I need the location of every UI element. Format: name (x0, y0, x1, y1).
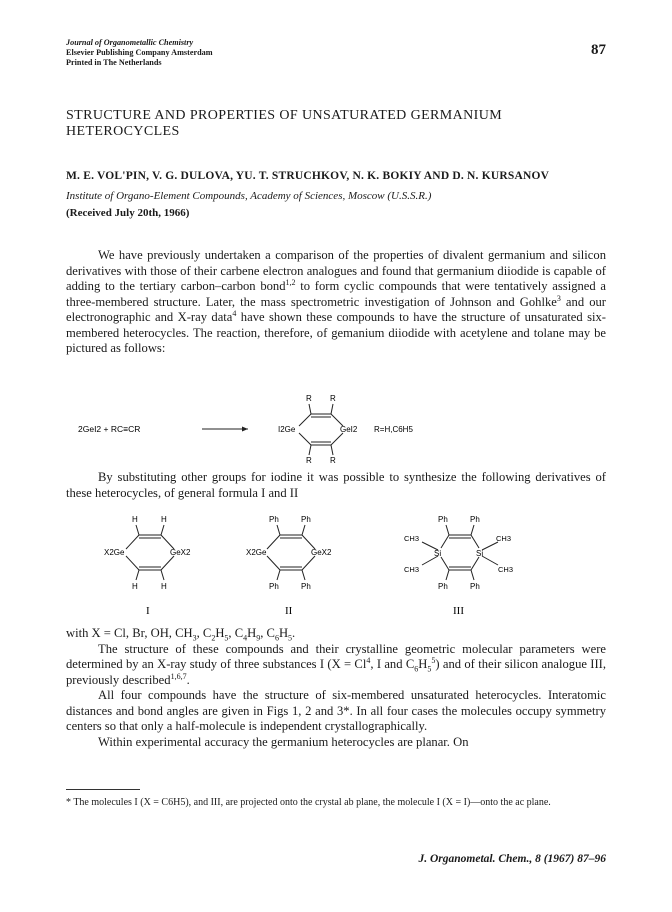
paragraph-2 (66, 470, 606, 501)
x-definition: with X = Cl, Br, OH, $CH_3$, $C_2H_5$, $C_4H_9$, $C_6H_5$. (66, 626, 296, 643)
s1-label: I (146, 605, 150, 617)
publisher: Elsevier Publishing Company Amsterdam (66, 48, 213, 57)
s2-ph-bottom-right: Ph (301, 582, 311, 591)
footnote: * The molecules I (X = C6H5), and III, are projected onto the crystal ab plane, the molecule I (X = I)—onto the ac plane. (66, 797, 551, 808)
s2-right-ge: GeX2 (311, 548, 332, 557)
s3-me-top-left: CH3 (404, 534, 420, 543)
product-ring (299, 404, 343, 455)
reaction-scheme (66, 392, 606, 464)
s2-left-ge: X2Ge (246, 548, 267, 557)
institute: Institute of Organo-Element Compounds, Academy of Sciences, Moscow (U.S.S.R.) (66, 190, 432, 202)
s2-ph-top-left: Ph (269, 515, 279, 524)
scheme-left-ge: I2Ge (278, 425, 296, 434)
journal-name: Journal of Organometallic Chemistry (66, 38, 194, 47)
ref-3: 3 (556, 293, 561, 303)
scheme-r-bottom-left: R (306, 456, 312, 464)
s3-left-si: Si (434, 549, 442, 558)
journal-header (66, 38, 213, 68)
p1-text-c: and our electronographic and X-ray data (66, 294, 606, 324)
printed-in: Printed in The Netherlands (66, 58, 162, 67)
reactants-label: 2GeI2 + RC≡CR (78, 424, 141, 434)
paragraph-3 (66, 626, 606, 750)
structure-II (246, 515, 332, 617)
p1-text-b: to form cyclic compounds that were tentatively assigned a three-membered structure. Later, the mass spectrometric investigation of Johnson and Gohlke (66, 279, 607, 309)
s1-right-ge: GeX2 (170, 548, 191, 557)
ref-1-2: 1,2 (285, 277, 296, 287)
journal-citation: J. Organometal. Chem., 8 (1967) 87–96 (418, 853, 606, 865)
s2-ph-bottom-left: Ph (269, 582, 279, 591)
s1-h-bottom-right: H (161, 582, 167, 591)
s2-ph-top-right: Ph (301, 515, 311, 524)
scheme-right-ge: GeI2 (340, 425, 358, 434)
s3-ph-bottom-right: Ph (470, 582, 480, 591)
structure-III (404, 515, 513, 617)
s1-h-top-left: H (132, 515, 138, 524)
s3-ph-top-right: Ph (470, 515, 480, 524)
s3-label: III (453, 605, 464, 617)
paragraph-1 (66, 248, 606, 357)
s3-me-top-right: CH3 (496, 534, 512, 543)
scheme-r-bottom-right: R (330, 456, 336, 464)
authors: M. E. VOL'PIN, V. G. DULOVA, YU. T. STRUCHKOV, N. K. BOKIY AND D. N. KURSANOV (66, 170, 550, 182)
p5-text: Within experimental accuracy the germanium heterocycles are planar. On (98, 734, 469, 749)
received-date: (Received July 20th, 1966) (66, 207, 190, 219)
p3-structure-text: The structure of these compounds and their crystalline geometric molecular parameters were determined by an X-ray study of three substances I ($X = Cl^4$, I and $C_6H_5^5$) and of their silicon analogue III, previously described$^{1,6,7}$. (66, 641, 607, 687)
p4-text: All four compounds have the structure of six-membered unsaturated heterocycles. Interatomic distances and bond angles are given in Figs 1, 2 and 3*. In all four cases the molecules occupy symmetry centers so that only a half-molecule is independent crystallographically. (66, 688, 606, 733)
p2-text: By substituting other groups for iodine it was possible to synthesize the following derivatives of these heterocycles, of general formula I and II (66, 470, 606, 500)
structure-I (104, 515, 191, 617)
scheme-r-top-left: R (306, 394, 312, 403)
arrow-head (242, 427, 248, 432)
s3-right-si: Si (476, 549, 484, 558)
scheme-r-definition: R=H,C6H5 (374, 425, 413, 434)
title-line-2: HETEROCYCLES (66, 124, 180, 139)
s3-me-bottom-left: CH3 (404, 565, 420, 574)
scheme-r-top-right: R (330, 394, 336, 403)
structures-figure (66, 512, 606, 622)
s1-left-ge: X2Ge (104, 548, 125, 557)
p1-text-d: have shown these compounds to have the structure of unsaturated six-membered heterocycles. The reaction, therefore, of gemanium diiodide with acetylene and tolane may be pictured as follows: (66, 310, 606, 355)
s3-ph-bottom-left: Ph (438, 582, 448, 591)
title-line-1: STRUCTURE AND PROPERTIES OF UNSATURATED GERMANIUM (66, 108, 503, 123)
s3-ph-top-left: Ph (438, 515, 448, 524)
s1-h-top-right: H (161, 515, 167, 524)
ref-4: 4 (232, 308, 237, 318)
s1-h-bottom-left: H (132, 582, 138, 591)
p1-text-a: We have previously undertaken a comparison of the properties of divalent germanium and silicon derivatives with those of their carbene electron analogues and found that germanium diiodide is capable of adding to the tertiary carbon–carbon bond (66, 248, 606, 293)
page-number: 87 (591, 42, 606, 58)
article-title (66, 108, 606, 140)
s3-me-bottom-right: CH3 (498, 565, 514, 574)
footnote-rule (66, 789, 140, 790)
s2-label: II (285, 605, 293, 617)
